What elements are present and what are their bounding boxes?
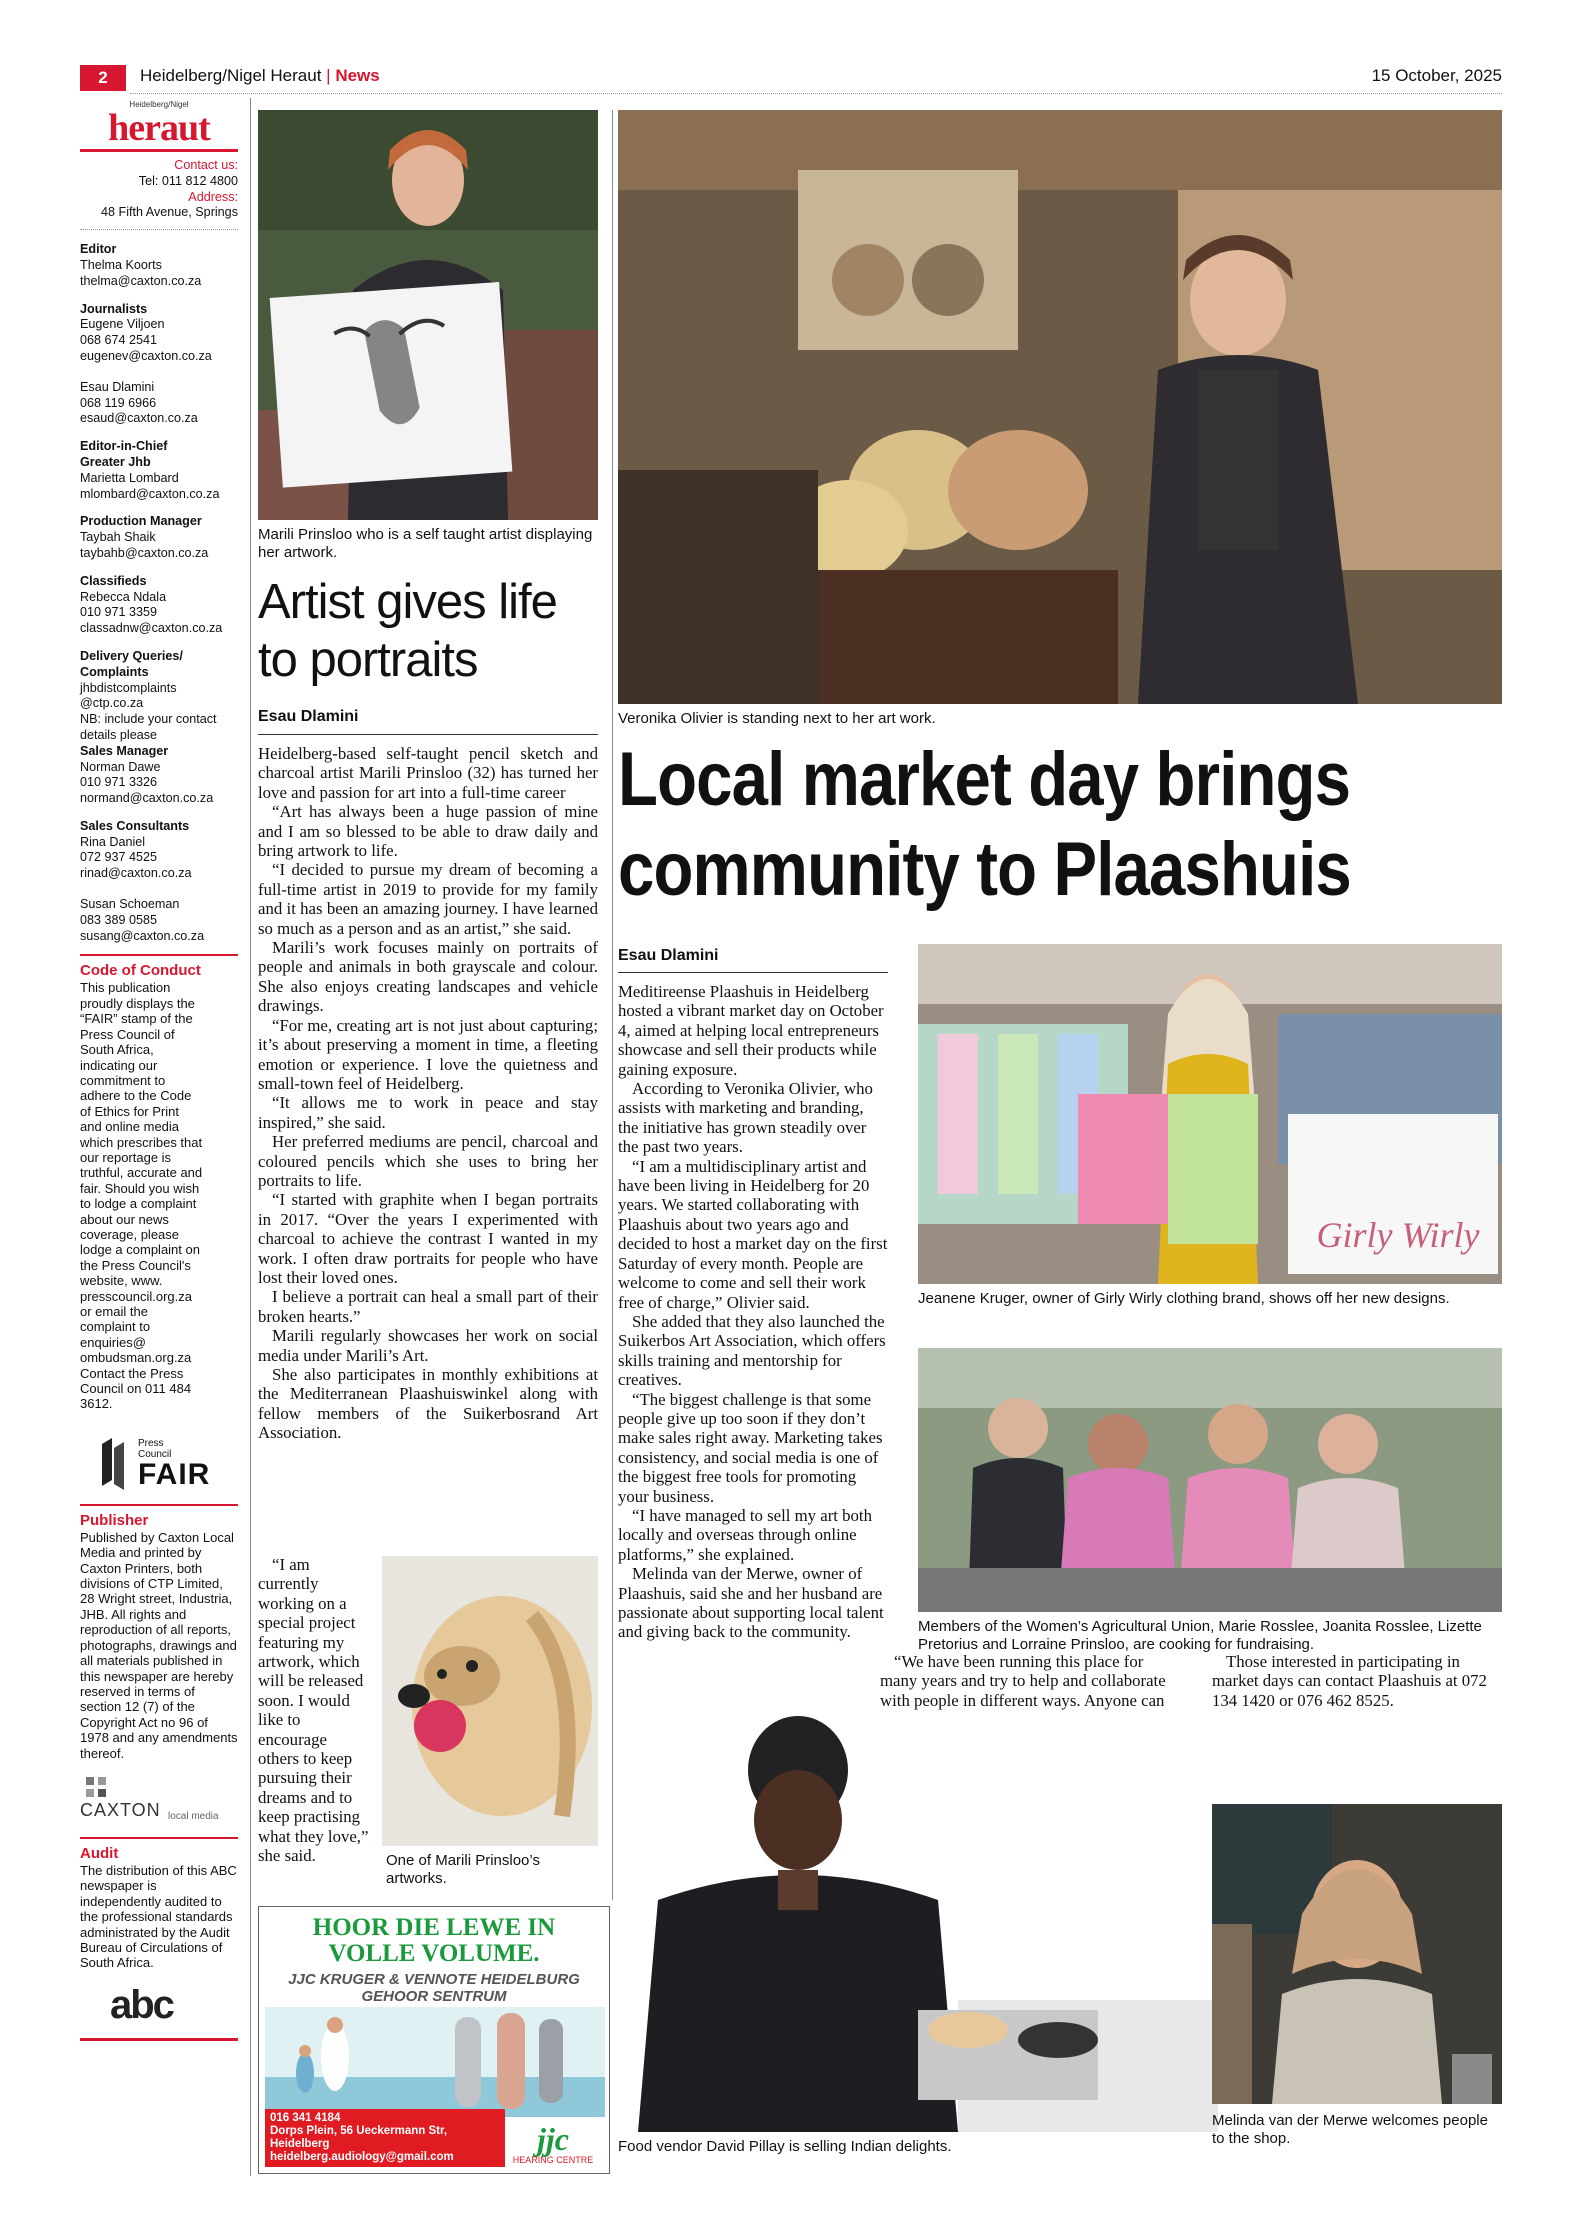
- pm-title: Production Manager: [80, 514, 202, 529]
- market-byline: Esau Dlamini: [618, 947, 719, 964]
- journalist-email: esaud@caxton.co.za: [80, 411, 198, 426]
- pm-name: Taybah Shaik: [80, 530, 156, 545]
- header-separator: |: [326, 66, 331, 85]
- ad-contact-box: [265, 2109, 505, 2167]
- staff-sales: [80, 819, 238, 945]
- womens-union-caption: Members of the Women’s Agricultural Union, Marie Rosslee, Joanita Rosslee, Lizette Pretorius and Lorraine Prinsloo, are cooking for fundraising.: [918, 1618, 1482, 1653]
- sales-phone: 083 389 0585: [80, 912, 158, 927]
- market-headline: [618, 735, 1383, 915]
- eic-name: Marietta Lombard: [80, 470, 179, 485]
- contact-tel: Tel: 011 812 4800: [138, 173, 238, 188]
- caxton-sub-text: local media: [168, 1810, 219, 1822]
- paper-name: [140, 66, 380, 86]
- sales-phone: 072 937 4525: [80, 850, 158, 865]
- pm-email: taybahb@caxton.co.za: [80, 545, 209, 560]
- journalist-email: eugenev@caxton.co.za: [80, 348, 212, 363]
- artist-byline: Esau Dlamini: [258, 708, 359, 725]
- veronika-photo-caption: Veronika Olivier is standing next to her art work.: [618, 710, 936, 727]
- journalist-phone: 068 674 2541: [80, 333, 158, 348]
- ad-subheadline: [259, 1971, 609, 2005]
- market-body-col-3: [1212, 1652, 1502, 1710]
- sales-name: Susan Schoeman: [80, 897, 180, 912]
- delivery-title: Delivery Queries/: [80, 648, 183, 663]
- ad-phone: 016 341 4184: [270, 2112, 341, 2124]
- artist-headline-line-2: to portraits: [258, 633, 478, 687]
- market-body-col-1: [618, 982, 888, 1642]
- paragraph: “I decided to pursue my dream of becoming a full-time artist in 2019 to provide for my family and it has been an amazing journey. I have learned so much as a person and as an artist,” she said.: [258, 860, 598, 938]
- paragraph: She also participates in monthly exhibitions at the Mediterranean Plaashuiswinkel along with fellow members of the Suikerbosrand Art Association.: [258, 1365, 598, 1443]
- logo-subtitle: Heidelberg/Nigel: [129, 100, 189, 109]
- staff-journalists: [80, 302, 238, 428]
- page-number: 2: [80, 65, 126, 91]
- editor-title: Editor: [80, 242, 117, 257]
- delivery-email: jhbdistcomplaints: [80, 680, 177, 695]
- artist-headline: [258, 573, 610, 689]
- delivery-note: NB: include your contact: [80, 712, 217, 727]
- womens-union-photo: [918, 1348, 1502, 1612]
- paragraph: Melinda van der Merwe, owner of Plaashuis, said she and her husband are passionate about supporting local talent and giving back to the community.: [618, 1564, 884, 1642]
- classifieds-email: classadnw@caxton.co.za: [80, 621, 223, 636]
- audit-title: Audit: [80, 1844, 119, 1862]
- ad-address: Dorps Plein, 56 Ueckermann Str, Heidelberg: [270, 2125, 448, 2150]
- paragraph: “I have managed to sell my art both locally and overseas through online platforms,” she explained.: [618, 1505, 872, 1564]
- fair-big-text: FAIR: [138, 1457, 211, 1491]
- journalist-name: Eugene Viljoen: [80, 317, 165, 332]
- paragraph: Her preferred mediums are pencil, charcoal and coloured pencils which she uses to bring her portraits to life.: [258, 1132, 598, 1190]
- classifieds-phone: 010 971 3359: [80, 605, 158, 620]
- paragraph: Heidelberg-based self-taught pencil sketch and charcoal artist Marili Prinsloo (32) has turned her love and passion for art into a full-time career: [258, 744, 598, 802]
- staff-editor: [80, 242, 238, 289]
- hearing-centre-ad[interactable]: [258, 1906, 610, 2174]
- contact-label: Contact us:: [174, 158, 238, 172]
- address-label: Address:: [188, 189, 238, 204]
- girly-wirly-sign: Girly Wirly: [1316, 1215, 1480, 1255]
- code-of-conduct-title: Code of Conduct: [80, 962, 201, 980]
- header-rule: [130, 93, 1502, 94]
- editor-name: Thelma Koorts: [80, 257, 162, 272]
- publisher-text: Published by Caxton Local Media and printed by Caxton Printers, both divisions of CTP Limited, 28 Wright street, Industria, JHB. All rights and reproduction of all reports, photographs, drawings and all materials published in this newspaper are hereby reserved in terms of section 12 (7) of the Copyright Act no 96 of 1978 and any amendments thereof.: [80, 1529, 238, 1761]
- paragraph: Meditireense Plaashuis in Heidelberg hosted a vibrant market day on October 4, aimed at helping local entrepreneurs showcase and sell their products while gaining exposure.: [618, 982, 884, 1079]
- girly-wirly-photo: [918, 944, 1502, 1284]
- sales-email: susang@caxton.co.za: [80, 928, 205, 943]
- food-vendor-photo: [618, 1710, 1218, 2132]
- sales-email: rinad@caxton.co.za: [80, 866, 192, 881]
- fair-mark-icon: [98, 1434, 128, 1494]
- masthead-logo: [80, 100, 238, 152]
- dog-artwork-photo: [382, 1556, 598, 1846]
- contact-block: [80, 158, 238, 221]
- delivery-email-domain: @ctp.co.za: [80, 696, 144, 711]
- paragraph: “I am a multidisciplinary artist and have been living in Heidelberg for 20 years. We started collaborating with Plaashuis about two years ago and decided to host a market day on the first Saturday of every month. People are welcome to come and sell their work free of charge,” Olivier said.: [618, 1156, 888, 1312]
- caxton-logo: [80, 1775, 238, 1827]
- staff-editor-in-chief: [80, 439, 238, 502]
- paragraph: Those interested in participating in market days can contact Plaashuis at 072 134 1420 or 076 462 8525.: [1212, 1652, 1487, 1710]
- delivery-note-2: details please: [80, 727, 158, 742]
- sales-manager-email: normand@caxton.co.za: [80, 791, 214, 806]
- ad-sub-line-1: JJC KRUGER & VENNOTE HEIDELBURG: [288, 1971, 580, 1988]
- masthead-sidebar: [80, 98, 238, 2176]
- paragraph: “I am currently working on a special project featuring my artwork, which will be released soon. I would like to encourage others to keep pursuing their dreams and to keep practising what they love,” she said.: [258, 1555, 369, 1866]
- publisher-title: Publisher: [80, 1511, 149, 1529]
- ad-hearing-aid-image: [265, 2007, 605, 2117]
- girly-wirly-caption: Jeanene Kruger, owner of Girly Wirly clothing brand, shows off her new designs.: [918, 1290, 1450, 1307]
- ad-logo-text: jjc: [537, 2121, 569, 2157]
- artist-photo-caption: Marili Prinsloo who is a self taught artist displaying her artwork.: [258, 526, 593, 561]
- paragraph: I believe a portrait can heal a small part of their broken hearts.”: [258, 1287, 598, 1326]
- market-headline-line-2: community to Plaashuis: [618, 827, 1351, 912]
- eic-email: mlombard@caxton.co.za: [80, 486, 220, 501]
- paragraph: “For me, creating art is not just about capturing; it’s about preserving a moment in time, a fleeting emotion or experience. I love the quietness and small-town feel of Heidelberg.: [258, 1015, 598, 1093]
- section-name: News: [335, 66, 380, 85]
- dog-artwork-caption: One of Marili Prinsloo’s artworks.: [386, 1852, 540, 1887]
- delivery-title-2: Complaints: [80, 664, 149, 679]
- market-headline-line-1: Local market day brings: [618, 737, 1351, 822]
- logo-wordmark: heraut: [108, 107, 210, 149]
- publication-date: 15 October, 2025: [1371, 66, 1502, 85]
- journalists-title: Journalists: [80, 301, 148, 316]
- ad-jjc-logo: [505, 2123, 601, 2165]
- sales-title: Sales Consultants: [80, 818, 190, 833]
- caxton-mark-icon: [84, 1775, 110, 1801]
- fair-small-text: Press Council: [138, 1437, 172, 1460]
- artist-body: [258, 744, 598, 1443]
- ad-sub-line-2: GEHOOR SENTRUM: [361, 1988, 507, 2005]
- abc-logo: abc: [110, 1982, 173, 2027]
- artist-headline-line-1: Artist gives life: [258, 575, 557, 629]
- journalist-phone: 068 119 6966: [80, 395, 157, 410]
- melinda-caption: Melinda van der Merwe welcomes people to the shop.: [1212, 2112, 1488, 2147]
- code-of-conduct-text: This publication proudly displays the “FAIR” stamp of the Press Council of South Africa, indicating our commitment to adhere to the Code of Ethics for Print and online media which prescribes that our reportage is truthful, accurate and fair. Should you wish to lodge a complaint about our news coverage, please lodge a complaint on the Press Council's website, www. presscouncil.org.za or email the complaint to enquiries@ ombudsman.org.za Contact the Press Council on 011 484 3612.: [80, 980, 203, 1412]
- paragraph: “We have been running this place for many years and try to help and collaborate with people in different ways. Anyone can: [880, 1652, 1166, 1710]
- veronika-photo: [618, 110, 1502, 704]
- sales-manager-title: Sales Manager: [80, 743, 169, 758]
- caxton-text: CAXTON: [80, 1799, 161, 1820]
- staff-production: [80, 514, 238, 561]
- food-vendor-caption: Food vendor David Pillay is selling Indian delights.: [618, 2138, 952, 2155]
- audit-text: The distribution of this ABC newspaper is independently audited to the professional standards administrated by the Audit Bureau of Circulations of South Africa.: [80, 1862, 237, 1971]
- staff-classifieds: [80, 574, 238, 637]
- paragraph: “It allows me to work in peace and stay inspired,” she said.: [258, 1093, 598, 1132]
- classifieds-title: Classifieds: [80, 573, 147, 588]
- melinda-photo: [1212, 1804, 1502, 2104]
- journalist-name: Esau Dlamini: [80, 379, 155, 394]
- paragraph: “Art has always been a huge passion of mine and I am so blessed to be able to draw daily and bring artwork to life.: [258, 802, 598, 861]
- artist-photo: [258, 110, 598, 520]
- paragraph: Marili’s work focuses mainly on portraits of people and animals in both grayscale and colour. She also enjoys creating landscapes and vehicle drawings.: [258, 938, 598, 1016]
- classifieds-name: Rebecca Ndala: [80, 589, 167, 604]
- ad-headline: [259, 1915, 609, 1967]
- paragraph: Marili regularly showcases her work on social media under Marili’s Art.: [258, 1326, 598, 1365]
- sales-manager-phone: 010 971 3326: [80, 775, 158, 790]
- paragraph: She added that they also launched the Suikerbos Art Association, which offers skills training and mentorship for creatives.: [618, 1311, 886, 1390]
- paragraph: “The biggest challenge is that some people give up too soon if they don’t make sales right away. Marketing takes consistency, and social media is one of the biggest free tools for promoting your business.: [618, 1389, 883, 1506]
- paragraph: “I started with graphite when I began portraits in 2017. “Over the years I experimented with charcoal to achieve the contrast I wanted in my work. I often draw portraits for people who have lost their loved ones.: [258, 1190, 598, 1287]
- sales-name: Rina Daniel: [80, 834, 146, 849]
- paragraph: According to Veronika Olivier, who assists with marketing and branding, the initiative has grown steadily over the past two years.: [618, 1079, 873, 1157]
- ad-email: heidelberg.audiology@gmail.com: [270, 2151, 454, 2163]
- eic-region: Greater Jhb: [80, 454, 151, 469]
- press-council-fair-logo: [98, 1434, 238, 1494]
- paper-title: Heidelberg/Nigel Heraut: [140, 66, 322, 85]
- staff-delivery: [80, 649, 238, 807]
- sales-manager-name: Norman Dawe: [80, 759, 161, 774]
- ad-logo-subtext: HEARING CENTRE: [512, 2155, 594, 2165]
- artist-body-wrap: [258, 1555, 370, 1866]
- ad-headline-line-2: VOLLE VOLUME.: [328, 1940, 540, 1967]
- ad-headline-line-1: HOOR DIE LEWE IN: [312, 1914, 556, 1941]
- contact-address: 48 Fifth Avenue, Springs: [101, 205, 238, 220]
- editor-email: thelma@caxton.co.za: [80, 273, 202, 288]
- eic-title: Editor-in-Chief: [80, 439, 168, 454]
